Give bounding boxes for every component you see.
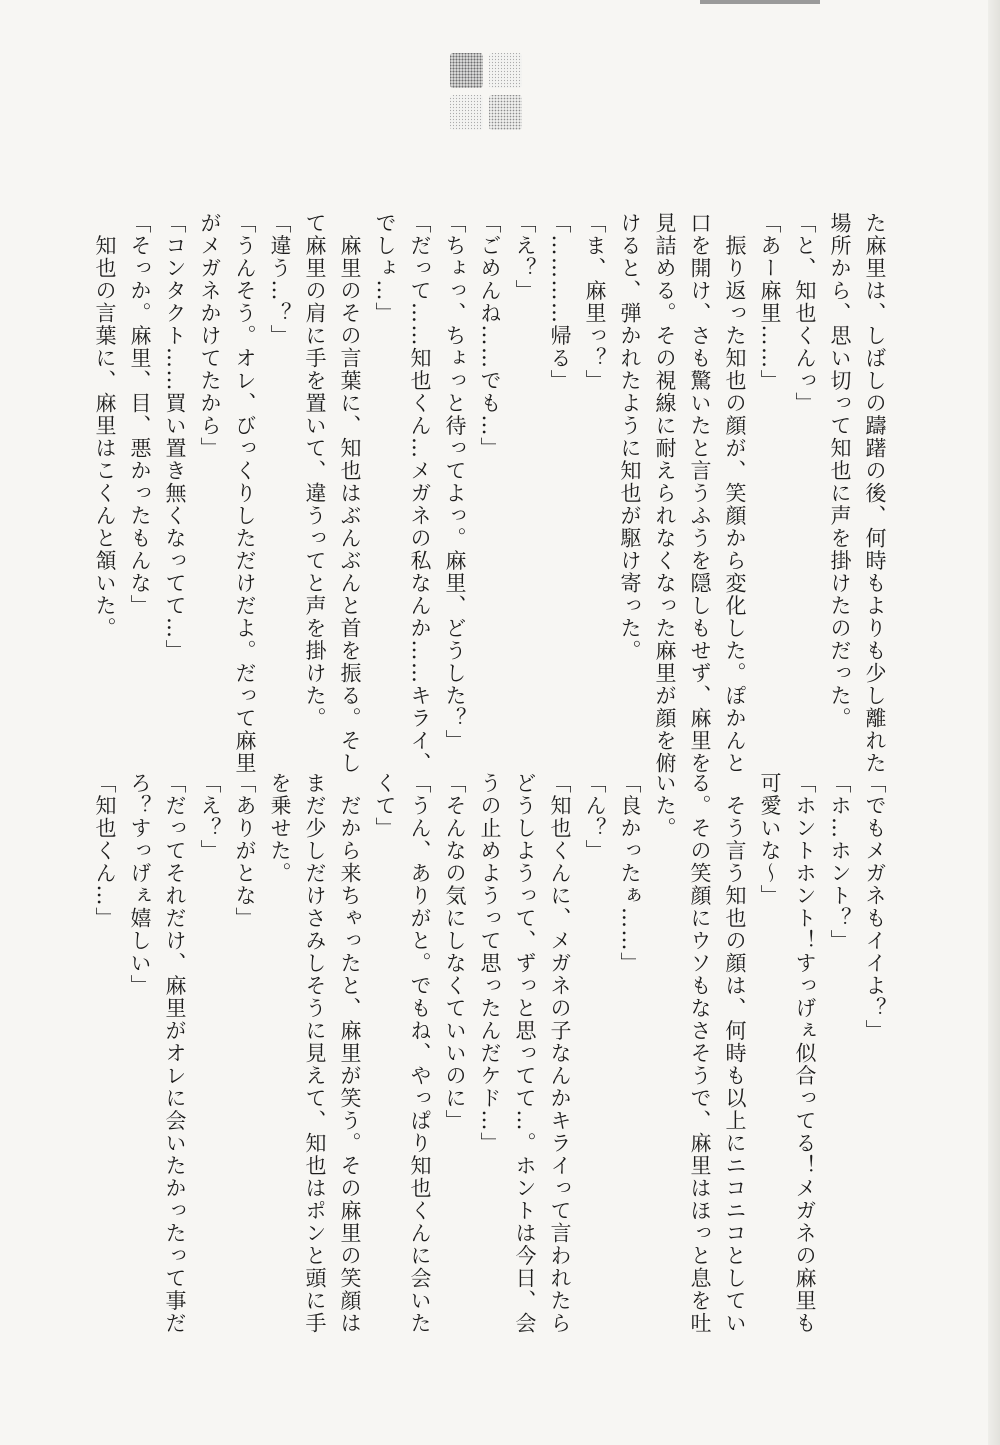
text-line: うの止めようって思ったんだケド…」 bbox=[478, 772, 502, 1155]
text-line: いた。 bbox=[653, 772, 677, 840]
text-line: でしょ…」 bbox=[373, 212, 397, 325]
text-line: を乗せた。 bbox=[268, 772, 292, 885]
page-gutter-shadow bbox=[988, 0, 1000, 1445]
text-line: 「違う…？」 bbox=[268, 212, 292, 347]
lower-text-block bbox=[70, 772, 890, 1372]
text-line: 「と、知也くんっ」 bbox=[793, 212, 817, 415]
text-line: 「コンタクト……買い置き無くなってて…」 bbox=[163, 212, 187, 662]
text-line: 「…………帰る」 bbox=[548, 212, 572, 392]
text-line: 「あー麻里……」 bbox=[758, 212, 782, 392]
text-line: 口を開け、さも驚いたと言うふうを隠しもせず、麻里を bbox=[688, 212, 712, 775]
text-line: 場所から、思い切って知也に声を掛けたのだった。 bbox=[828, 212, 852, 730]
text-line: て麻里の肩に手を置いて、違うってと声を掛けた。 bbox=[303, 212, 327, 730]
text-line: 見詰める。その視線に耐えられなくなった麻里が顔を俯 bbox=[653, 212, 677, 775]
text-line: 「良かったぁ……」 bbox=[618, 772, 642, 975]
text-line: 「ん？」 bbox=[583, 772, 607, 862]
text-line: る。その笑顔にウソもなさそうで、麻里はほっと息を吐 bbox=[688, 772, 712, 1335]
text-line: けると、弾かれたように知也が駆け寄った。 bbox=[618, 212, 642, 662]
ornament-square-top-left bbox=[450, 53, 483, 88]
text-line: 「うんそう。オレ、びっくりしただけだよ。だって麻里 bbox=[233, 212, 257, 775]
text-line: だから来ちゃったと、麻里が笑う。その麻里の笑顔は bbox=[338, 772, 362, 1335]
text-line: がメガネかけてたから」 bbox=[198, 212, 222, 460]
text-line: 「ちょっ、ちょっと待ってよっ。麻里、どうした？」 bbox=[443, 212, 467, 752]
text-line: 「だって……知也くん…メガネの私なんか……キライ、 bbox=[408, 212, 432, 775]
text-line: 「ありがとな」 bbox=[233, 772, 257, 930]
text-line: 「そっか。麻里、目、悪かったもんな」 bbox=[128, 212, 152, 617]
top-edge-mark bbox=[700, 0, 820, 4]
ornament-square-bottom-left bbox=[450, 95, 483, 130]
text-line: 知也の言葉に、麻里はこくんと頷いた。 bbox=[93, 212, 117, 640]
ornament-square-top-right bbox=[489, 53, 522, 88]
text-line: 振り返った知也の顔が、笑顔から変化した。ぽかんと bbox=[723, 212, 747, 775]
text-line: 「知也くん…」 bbox=[93, 772, 117, 930]
ornament-square-bottom-right bbox=[489, 95, 522, 130]
text-line: まだ少しだけさみしそうに見えて、知也はポンと頭に手 bbox=[303, 772, 327, 1335]
text-line: た麻里は、しばしの躊躇の後、何時もよりも少し離れた bbox=[863, 212, 887, 775]
text-line: くて」 bbox=[373, 772, 397, 840]
text-line: どうしようって、ずっと思ってて…。ホントは今日、会 bbox=[513, 772, 537, 1335]
text-line: 「ま、麻里っ？」 bbox=[583, 212, 607, 392]
text-line: 「知也くんに、メガネの子なんかキライって言われたら bbox=[548, 772, 572, 1335]
text-line: 「うん、ありがと。でもね、やっぱり知也くんに会いた bbox=[408, 772, 432, 1335]
text-line: ろ？すっげぇ嬉しい」 bbox=[128, 772, 152, 997]
text-line: 「ごめんね……でも…」 bbox=[478, 212, 502, 460]
text-line: 「でもメガネもイイよ？」 bbox=[863, 772, 887, 1042]
text-line: 「え？」 bbox=[198, 772, 222, 862]
text-line: 「そんなの気にしなくていいのに」 bbox=[443, 772, 467, 1132]
halftone-squares-ornament bbox=[449, 52, 523, 132]
text-line: そう言う知也の顔は、何時も以上にニコニコとしてい bbox=[723, 772, 747, 1335]
text-line: 可愛いな～」 bbox=[758, 772, 782, 907]
text-line: 「ホ…ホント？」 bbox=[828, 772, 852, 952]
text-line: 麻里のその言葉に、知也はぶんぶんと首を振る。そし bbox=[338, 212, 362, 775]
text-line: 「だってそれだけ、麻里がオレに会いたかったって事だ bbox=[163, 772, 187, 1335]
text-line: 「え？」 bbox=[513, 212, 537, 302]
upper-text-block bbox=[70, 212, 890, 775]
text-line: 「ホントホント！すっげぇ似合ってる！メガネの麻里も bbox=[793, 772, 817, 1335]
